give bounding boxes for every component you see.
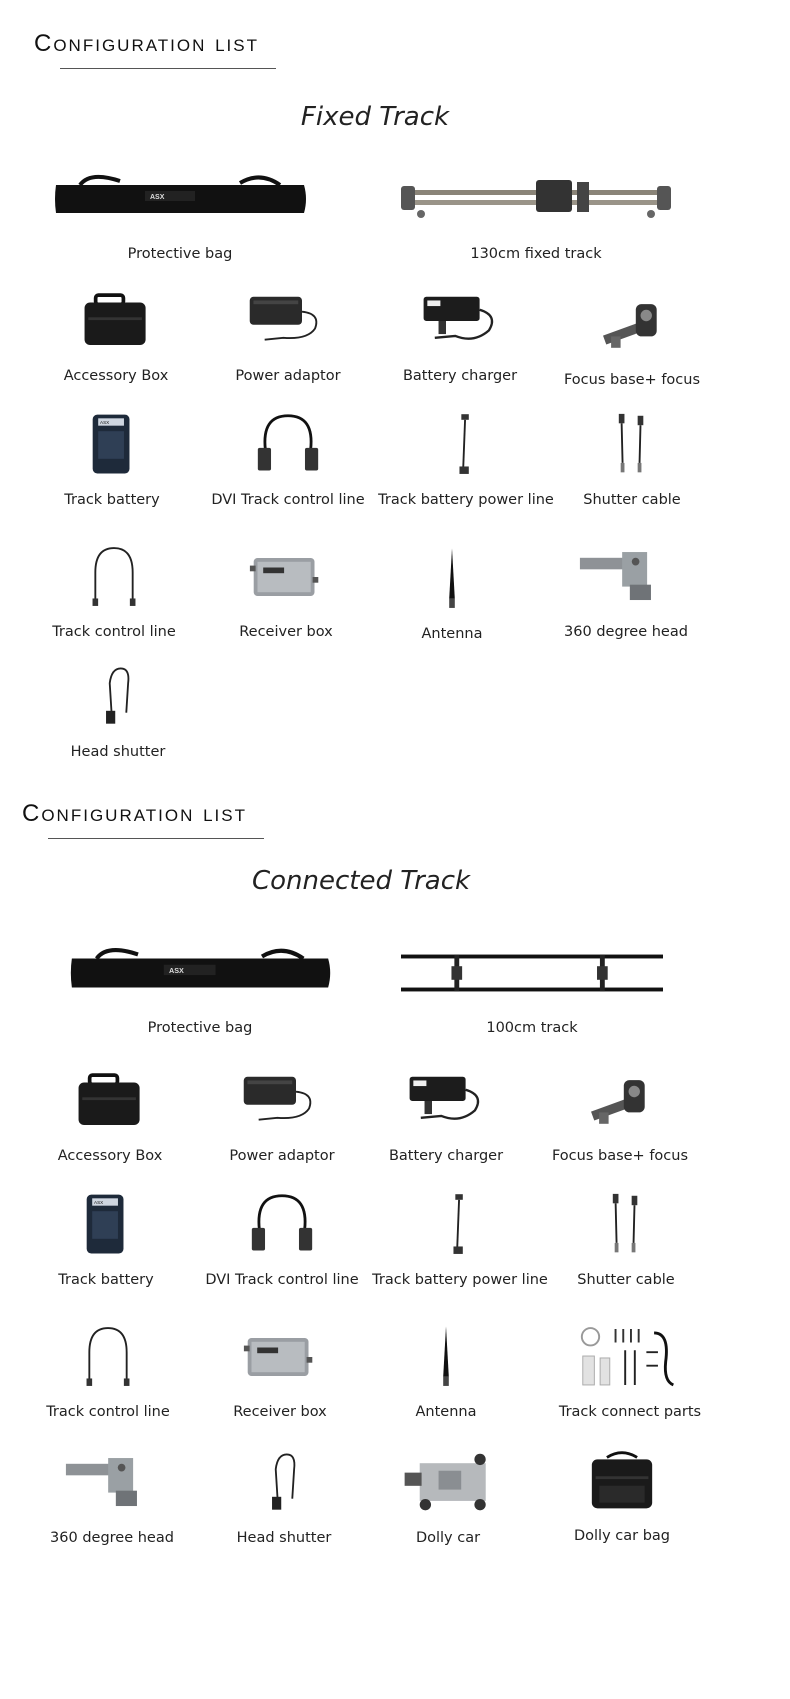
head-shutter-icon: [261, 1444, 307, 1522]
item-dolly-car-bag: [532, 1442, 712, 1544]
item-track-connect-parts: [540, 1318, 720, 1420]
dvi-cable-icon: [244, 1186, 320, 1264]
item-power-adaptor: [192, 1062, 372, 1164]
item-battery-charger: [356, 1062, 536, 1164]
item-label: 360 degree head: [564, 624, 688, 640]
antenna-icon: [432, 1318, 460, 1396]
item-label: Antenna: [421, 626, 483, 642]
connected-track-icon: [401, 934, 663, 1012]
item-power-adaptor: [198, 282, 378, 384]
item-battery-power-line: [370, 1186, 550, 1288]
battery-icon: [83, 1186, 129, 1264]
case-icon: [73, 1062, 147, 1140]
item-shutter-cable: [536, 1186, 716, 1288]
dolly-bag-icon: [584, 1442, 660, 1520]
heading-underline: [60, 68, 276, 69]
section-heading: Configuration list: [22, 800, 247, 827]
head-shutter-icon: [95, 658, 141, 736]
section-subtitle: Fixed Track: [300, 102, 450, 132]
focus-base-icon: [582, 1062, 658, 1140]
item-focus-base: [530, 1062, 710, 1164]
dolly-car-icon: [400, 1444, 496, 1522]
power-adaptor-icon: [239, 1062, 325, 1140]
control-line-icon: [80, 1318, 136, 1396]
item-360-head: [22, 1444, 202, 1546]
item-360-head: [536, 538, 716, 640]
item-label: 100cm track: [486, 1020, 578, 1036]
connect-parts-icon: [577, 1318, 683, 1396]
item-label: Track control line: [52, 624, 176, 640]
battery-charger-icon: [403, 1062, 489, 1140]
item-label: Dolly car bag: [573, 1528, 670, 1544]
item-track-battery: [16, 1186, 196, 1288]
item-label: Battery charger: [388, 1148, 504, 1164]
item-label: Track control line: [46, 1404, 170, 1420]
protective-bag-icon: [65, 934, 335, 1012]
item-label: Antenna: [415, 1404, 477, 1420]
item-label: Receiver box: [233, 1404, 327, 1420]
item-track-control-line: [18, 1318, 198, 1420]
shutter-cable-icon: [607, 1186, 645, 1264]
item-label: Head shutter: [236, 1530, 332, 1546]
item-label: Track battery power line: [378, 492, 554, 508]
item-battery-power-line: [376, 406, 556, 508]
battery-icon: [89, 406, 135, 484]
antenna-icon: [438, 540, 466, 618]
item-protective-bag: [20, 934, 380, 1036]
item-label: 130cm fixed track: [470, 246, 602, 262]
item-label: Protective bag: [147, 1020, 253, 1036]
section-subtitle: Connected Track: [251, 866, 471, 896]
item-accessory-box: [20, 1062, 200, 1164]
focus-base-icon: [594, 286, 670, 364]
control-line-icon: [86, 538, 142, 616]
item-fixed-track: [356, 160, 716, 262]
pan-head-icon: [64, 1444, 160, 1522]
item-receiver-box: [190, 1318, 370, 1420]
section-heading: Configuration list: [34, 30, 259, 57]
item-shutter-cable: [542, 406, 722, 508]
fixed-track-icon: [401, 160, 671, 238]
item-label: DVI Track control line: [211, 492, 365, 508]
receiver-box-icon: [248, 538, 324, 616]
item-head-shutter: [194, 1444, 374, 1546]
item-antenna: [356, 1318, 536, 1420]
item-label: Battery charger: [402, 368, 518, 384]
item-label: Shutter cable: [583, 492, 681, 508]
item-label: Accessory Box: [57, 1148, 163, 1164]
item-track-control-line: [24, 538, 204, 640]
shutter-cable-icon: [613, 406, 651, 484]
item-label: Shutter cable: [577, 1272, 675, 1288]
item-focus-base: [542, 286, 722, 388]
item-accessory-box: [26, 282, 206, 384]
dvi-cable-icon: [250, 406, 326, 484]
item-label: Protective bag: [127, 246, 233, 262]
item-antenna: [362, 540, 542, 642]
item-dvi-control-line: [192, 1186, 372, 1288]
item-label: Track battery: [64, 492, 160, 508]
item-label: Track battery: [58, 1272, 154, 1288]
heading-underline: [48, 838, 264, 839]
power-line-icon: [452, 406, 480, 484]
item-label: Head shutter: [70, 744, 166, 760]
battery-charger-icon: [417, 282, 503, 360]
item-receiver-box: [196, 538, 376, 640]
item-track-battery: [22, 406, 202, 508]
receiver-box-icon: [242, 1318, 318, 1396]
protective-bag-icon: [48, 160, 312, 238]
item-100cm-track: [352, 934, 712, 1036]
item-label: 360 degree head: [50, 1530, 174, 1546]
power-line-icon: [446, 1186, 474, 1264]
item-label: Track connect parts: [558, 1404, 702, 1420]
item-label: Focus base+ focus: [551, 1148, 689, 1164]
item-battery-charger: [370, 282, 550, 384]
item-dvi-control-line: [198, 406, 378, 508]
item-label: Focus base+ focus: [563, 372, 701, 388]
item-label: Power adaptor: [235, 368, 341, 384]
item-label: Track battery power line: [372, 1272, 548, 1288]
item-label: DVI Track control line: [205, 1272, 359, 1288]
item-protective-bag: [0, 160, 360, 262]
item-label: Power adaptor: [229, 1148, 335, 1164]
item-label: Accessory Box: [63, 368, 169, 384]
pan-head-icon: [578, 538, 674, 616]
item-label: Dolly car: [415, 1530, 481, 1546]
case-icon: [79, 282, 153, 360]
item-dolly-car: [358, 1444, 538, 1546]
item-head-shutter: [28, 658, 208, 760]
item-label: Receiver box: [239, 624, 333, 640]
power-adaptor-icon: [245, 282, 331, 360]
